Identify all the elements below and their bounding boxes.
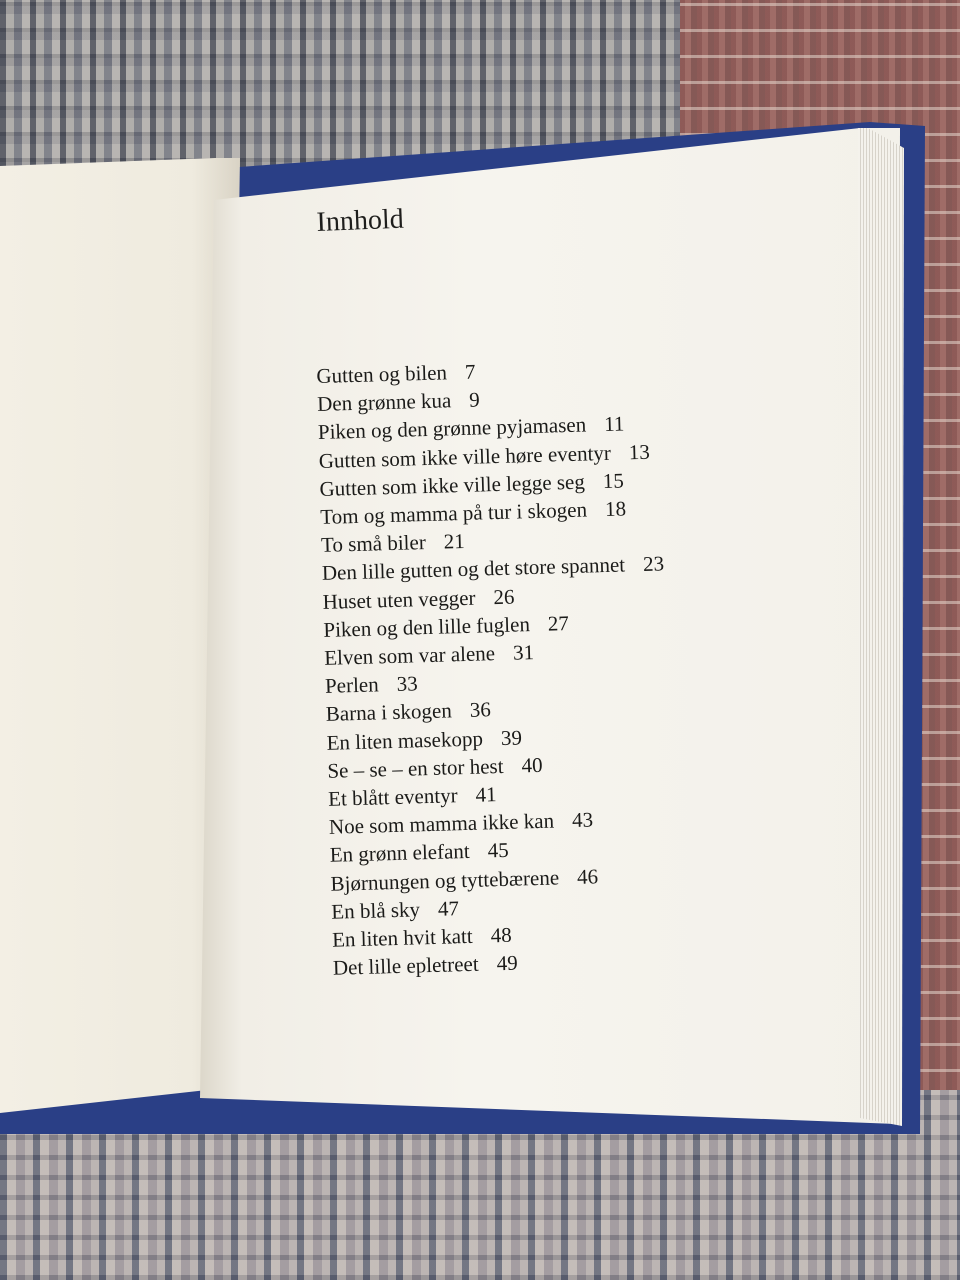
toc-entry-page-number: 9 (468, 387, 481, 412)
toc-entry-title: To små biler (320, 530, 427, 558)
toc-entry-title: Den lille gutten og det store spannet (321, 552, 626, 586)
toc-entry-page-number: 39 (500, 725, 523, 750)
toc-entry-title: Barna i skogen (325, 698, 453, 727)
toc-entry-page-number: 33 (396, 671, 419, 697)
toc-entry-page-number: 41 (475, 782, 497, 807)
toc-entry-page-number: 36 (469, 697, 492, 723)
toc-entry-page-number: 26 (493, 584, 515, 609)
toc-entry-page-number: 13 (628, 439, 651, 464)
toc-entry-page-number: 49 (496, 950, 518, 976)
toc-entry-page-number: 45 (487, 838, 509, 863)
toc-entry-page-number: 40 (521, 752, 543, 778)
right-page (200, 128, 900, 1128)
toc-entry-title: Se – se – en stor hest (327, 753, 504, 783)
page-title: Innhold (316, 203, 405, 238)
toc-entry-title: Et blått eventyr (327, 783, 458, 811)
toc-entry-title: Bjørnungen og tyttebærene (330, 865, 560, 896)
toc-entry-page-number: 46 (576, 863, 599, 889)
toc-entry-title: Elven som var alene (323, 641, 496, 670)
toc-entry-page-number: 21 (443, 529, 466, 554)
toc-entry-title: Tom og mamma på tur i skogen (319, 497, 588, 529)
toc-entry-page-number: 43 (571, 807, 594, 833)
toc-entry-page-number: 15 (602, 468, 625, 493)
toc-entry-page-number: 11 (603, 411, 625, 437)
toc-entry-title: Piken og den grønne pyjamasen (317, 412, 587, 445)
toc-entry-page-number: 27 (547, 610, 570, 636)
toc-entry-title: En blå sky (331, 897, 421, 924)
page-edges (858, 128, 904, 1126)
toc-entry-page-number: 7 (464, 359, 476, 384)
toc-entry-page-number: 31 (512, 640, 535, 665)
toc-entry-title: Den grønne kua (316, 388, 452, 417)
toc-entry-title: En liten hvit katt (331, 923, 473, 952)
toc-entry-title: Perlen (324, 672, 380, 699)
toc-entry-page-number: 47 (437, 896, 460, 921)
toc-entry-title: Gutten og bilen (316, 360, 448, 388)
toc-entry-title: Gutten som ikke ville høre eventyr (318, 440, 612, 473)
toc-entry-page-number: 48 (490, 922, 512, 948)
toc-entry-title: En liten masekopp (326, 726, 484, 755)
toc-entry-page-number: 18 (604, 496, 627, 521)
toc-entry-title: Det lille epletreet (332, 951, 479, 981)
toc-entry-page-number: 23 (642, 551, 665, 577)
toc-entry-title: Gutten som ikke ville legge seg (319, 469, 586, 501)
toc-entry-title: Huset uten vegger (322, 585, 476, 614)
toc-entry-title: Piken og den lille fuglen (323, 611, 531, 642)
toc-entry-title: En grønn elefant (329, 839, 471, 868)
toc-entry-title: Noe som mamma ikke kan (328, 808, 555, 840)
